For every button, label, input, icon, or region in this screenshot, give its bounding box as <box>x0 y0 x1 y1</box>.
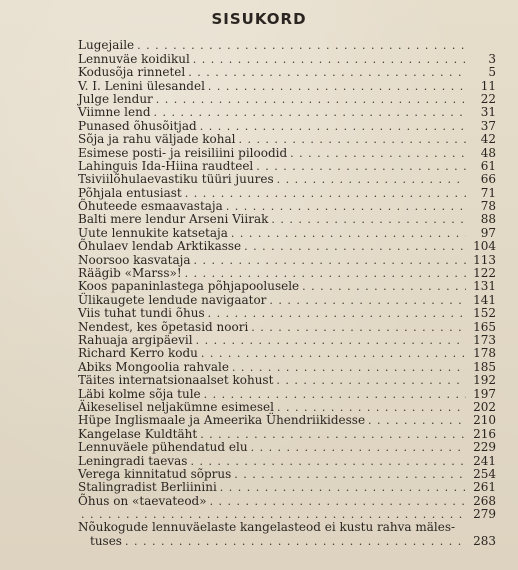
toc-entry-page: 22 <box>480 91 496 106</box>
toc-entry <box>78 401 496 414</box>
toc-entry-page: 241 <box>473 453 496 468</box>
toc-entry <box>78 200 496 213</box>
toc-entry-page: 122 <box>473 266 496 281</box>
toc-entry-label: Äikeselisel neljakümne esimesel <box>78 399 274 414</box>
toc-entry-page: 71 <box>480 185 496 200</box>
toc-entry <box>78 213 496 226</box>
toc-entry-label: Rahuaja argipäevil <box>78 332 193 347</box>
toc-entry-page: 61 <box>480 158 496 173</box>
toc-entry <box>78 160 496 173</box>
toc-entry-label: Hüpe Inglismaale ja Ameerika Ühendriikidesse <box>78 413 366 428</box>
toc-entry-page: 165 <box>473 319 496 334</box>
dot-leader <box>238 133 466 146</box>
toc-entry <box>78 66 496 79</box>
dot-leader <box>185 187 466 200</box>
dot-leader <box>251 321 466 334</box>
dot-leader <box>244 240 466 253</box>
toc-entry-label: Õhuteede esmaavastaja <box>78 199 223 214</box>
dot-leader <box>220 481 466 494</box>
dot-leader <box>368 414 466 427</box>
toc-entry-label: Räägib «Marss»! <box>78 266 182 281</box>
toc-entry <box>78 320 496 333</box>
toc-entry-page: 104 <box>473 239 496 254</box>
dot-leader <box>188 66 466 79</box>
toc-entry-label: Balti mere lendur Arseni Viirak <box>78 212 269 227</box>
toc-entry-page: 173 <box>473 332 496 347</box>
dot-leader <box>204 388 466 401</box>
toc-entry-multiline <box>78 521 496 548</box>
toc-entry-page: 254 <box>473 466 496 481</box>
toc-entry-label: Esimese posti- ja reisiliini piloodid <box>78 145 288 160</box>
dot-leader <box>125 535 466 548</box>
toc-entry <box>78 79 496 92</box>
dot-leader <box>137 39 466 52</box>
toc-entry-page: 268 <box>473 493 496 508</box>
toc-entry-page: 113 <box>473 252 496 267</box>
toc-entry-label: Tsiviilõhulaevastiku tüüri juures <box>78 172 274 187</box>
toc-entry-page: 141 <box>473 292 496 307</box>
dot-leader <box>193 254 466 267</box>
toc-entry-label: Punased õhusõitjad <box>78 118 197 133</box>
toc-entry-label: Koos papaninlastega põhjapoolusele <box>78 279 300 294</box>
toc-entry-page: 3 <box>488 51 496 66</box>
dot-leader <box>185 267 466 280</box>
dot-leader <box>193 53 466 66</box>
dot-leader <box>234 468 466 481</box>
toc-entry <box>78 39 496 52</box>
toc-entry <box>78 307 496 320</box>
toc-entry <box>78 280 496 293</box>
toc-entry-label: Lahinguis Ida-Hiina raudteel <box>78 158 254 173</box>
toc-entry-page: 197 <box>473 386 496 401</box>
dot-leader <box>251 441 466 454</box>
dot-leader <box>210 495 466 508</box>
toc-entry-label: Kangelase Kuldtäht <box>78 426 198 441</box>
toc-entry-page: 11 <box>480 78 496 93</box>
toc-entry-page: 5 <box>488 65 496 80</box>
toc-entry <box>78 93 496 106</box>
toc-entry <box>78 267 496 280</box>
dot-leader <box>156 93 466 106</box>
toc-entry <box>78 360 496 373</box>
toc-entry-label: Lennuväe koidikul <box>78 51 190 66</box>
toc-entry <box>78 508 496 521</box>
toc-entry <box>78 146 496 159</box>
toc-entry-label: V. I. Lenini ülesandel <box>78 78 205 93</box>
toc-entry <box>78 293 496 306</box>
dot-leader <box>277 173 466 186</box>
toc-entry-page: 48 <box>480 145 496 160</box>
toc-entry-label: Sõja ja rahu väljade kohal <box>78 132 236 147</box>
dot-leader <box>208 307 466 320</box>
toc-entry-page: 152 <box>473 306 496 321</box>
toc-entry-label: Läbi kolme sõja tule <box>78 386 201 401</box>
toc-entry-label: Uute lennukite katsetaja <box>78 225 228 240</box>
toc-entry-page: 66 <box>480 172 496 187</box>
dot-leader <box>208 80 466 93</box>
toc-entry-label: Ülikaugete lendude navigaator <box>78 292 267 307</box>
toc-entry-page: 202 <box>473 399 496 414</box>
toc-entry-page: 42 <box>480 132 496 147</box>
toc-entry-label: Viimne lend <box>78 105 151 120</box>
toc-entry <box>78 494 496 507</box>
dot-leader <box>302 280 466 293</box>
toc-entry <box>78 347 496 360</box>
toc-entry <box>78 454 496 467</box>
toc-entry-page: 131 <box>473 279 496 294</box>
toc-entry-label: Lennuväele pühendatud elu <box>78 440 248 455</box>
toc-entry <box>78 226 496 239</box>
toc-entry-page: 97 <box>480 225 496 240</box>
toc-entry-page: 88 <box>480 212 496 227</box>
toc-entry <box>78 253 496 266</box>
toc-entry-page: 261 <box>473 480 496 495</box>
toc-entry <box>78 481 496 494</box>
toc-entry-page: 216 <box>473 426 496 441</box>
toc-entry-label: Stalingradist Berliinini <box>78 480 217 495</box>
toc-entry-page: 178 <box>473 346 496 361</box>
dot-leader <box>256 160 466 173</box>
toc-entry-page: 283 <box>473 533 496 548</box>
toc-entry-label-line1: Nõukogude lennuväelaste kangelasteod ei kustu rahva mäles- <box>78 520 456 535</box>
toc-entry-label: Julge lendur <box>78 91 153 106</box>
toc-entry <box>78 468 496 481</box>
toc-entry-label: Viis tuhat tundi õhus <box>78 306 205 321</box>
toc-entry-label: Täites internatsionaalset kohust <box>78 373 274 388</box>
toc-entry-label: Kodusõja rinnetel <box>78 65 186 80</box>
dot-leader <box>190 455 466 468</box>
page-title: SISUKORD <box>211 10 307 28</box>
dot-leader <box>200 120 466 133</box>
toc-entry-label: Nendest, kes õpetasid noori <box>78 319 249 334</box>
dot-leader <box>277 401 466 414</box>
toc-entry-label: Leningradi taevas <box>78 453 188 468</box>
toc-entry-label-line2: tuses <box>90 533 122 548</box>
toc-entry-page: 229 <box>473 440 496 455</box>
toc-entry <box>78 374 496 387</box>
dot-leader <box>226 200 466 213</box>
toc-entry <box>78 427 496 440</box>
toc-entry <box>78 106 496 119</box>
table-of-contents <box>78 39 496 548</box>
dot-leader <box>200 428 466 441</box>
toc-entry-label: Õhus on «taevateod» <box>78 493 207 508</box>
dot-leader <box>269 294 466 307</box>
dot-leader <box>231 227 466 240</box>
toc-entry <box>78 387 496 400</box>
toc-entry-label: Richard Kerro kodu <box>78 346 198 361</box>
toc-entry <box>78 52 496 65</box>
dot-leader <box>196 334 466 347</box>
toc-entry-page: 210 <box>473 413 496 428</box>
toc-entry <box>78 133 496 146</box>
toc-entry <box>78 119 496 132</box>
toc-entry <box>78 186 496 199</box>
dot-leader <box>154 106 466 119</box>
toc-entry <box>78 414 496 427</box>
dot-leader <box>290 147 466 160</box>
toc-entry-label: Noorsoo kasvataja <box>78 252 191 267</box>
toc-entry <box>78 334 496 347</box>
toc-entry <box>78 441 496 454</box>
toc-entry-label: Põhjala entusiast <box>78 185 182 200</box>
toc-entry <box>78 240 496 253</box>
toc-entry-page: 78 <box>480 199 496 214</box>
dot-leader <box>271 213 466 226</box>
toc-entry-page: 31 <box>480 105 496 120</box>
toc-entry-label: Verega kinnitatud sõprus <box>78 466 232 481</box>
toc-entry <box>78 173 496 186</box>
toc-entry-label: Lugejaile <box>78 38 135 53</box>
toc-entry-page: 192 <box>473 373 496 388</box>
toc-entry-line2 <box>78 534 496 547</box>
dot-leader <box>232 361 466 374</box>
dot-leader <box>201 347 466 360</box>
toc-entry-label: Abiks Mongoolia rahvale <box>78 359 229 374</box>
toc-entry-page: 185 <box>473 359 496 374</box>
dot-leader <box>276 374 466 387</box>
toc-entry-page: 37 <box>480 118 496 133</box>
toc-entry-label: Õhulaev lendab Arktikasse <box>78 239 242 254</box>
toc-entry-page: 279 <box>473 507 496 522</box>
